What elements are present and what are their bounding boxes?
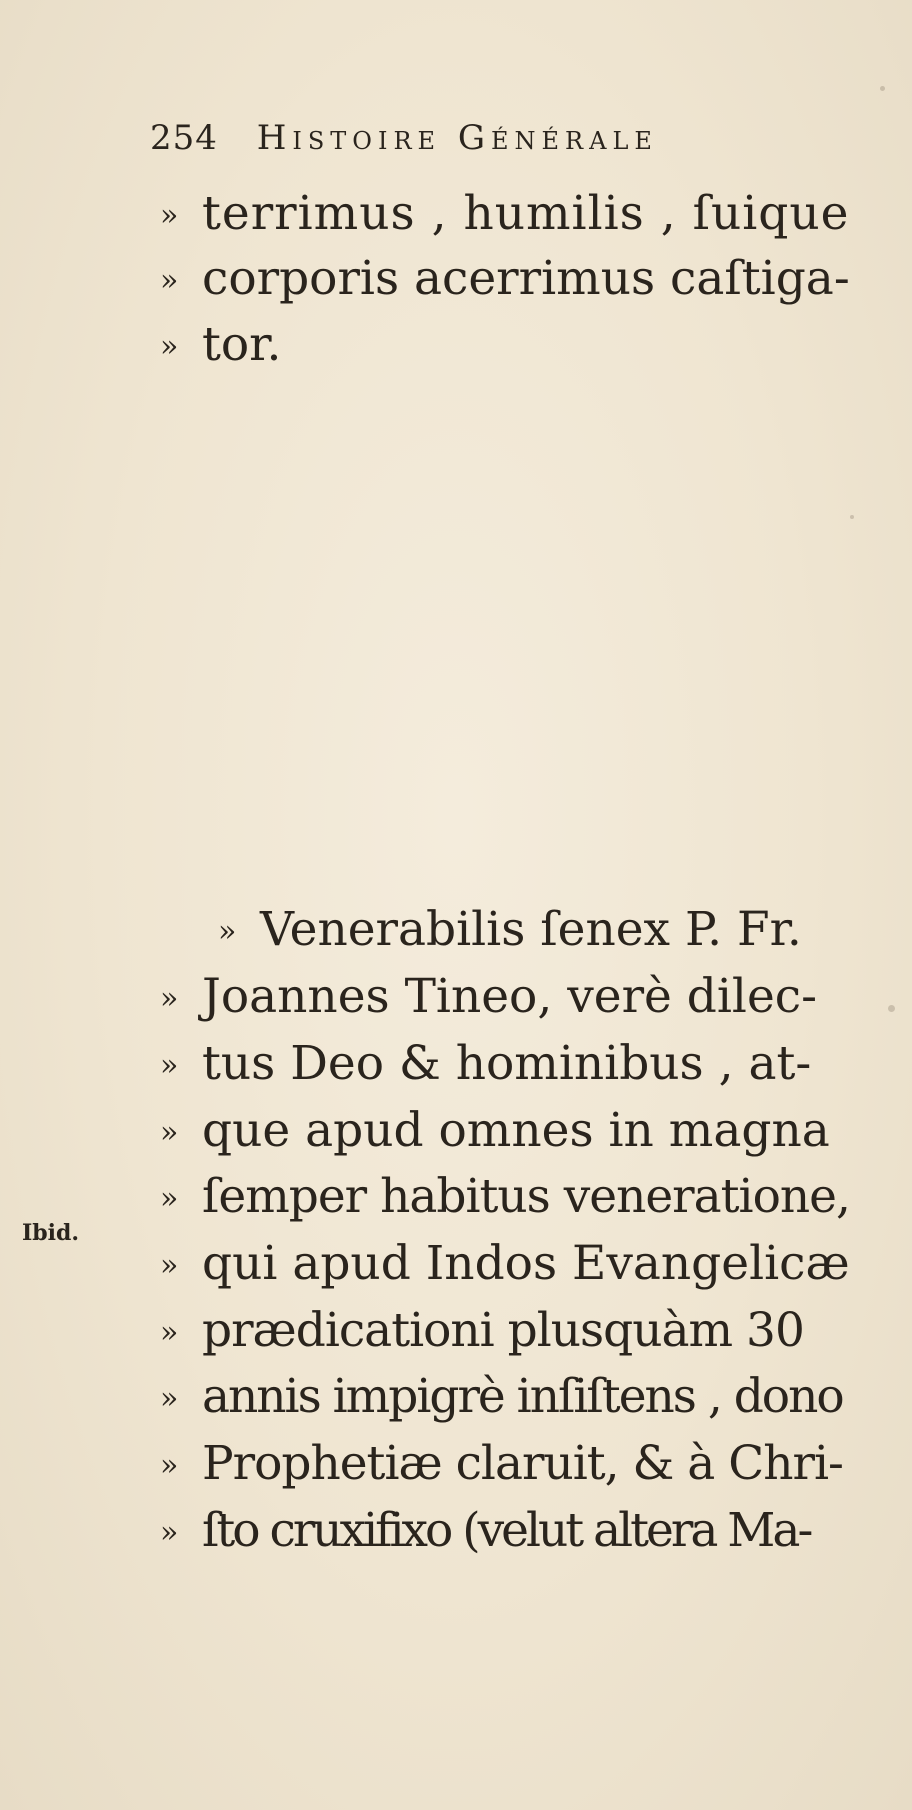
line-text: que apud omnes in magna [202, 1103, 830, 1158]
text-line [160, 969, 817, 1024]
text-line [160, 1103, 830, 1158]
line-text: prædicationi plusquàm 30 [202, 1303, 804, 1358]
margin-note: Ibid. [22, 1220, 80, 1246]
paper-speck [850, 515, 854, 519]
line-text: corporis acerrimus caſtiga- [202, 251, 850, 306]
text-line [160, 1236, 850, 1291]
line-text: Venerabilis ſenex P. Fr. [260, 902, 802, 957]
text-line [160, 1503, 811, 1558]
text-line [160, 1169, 850, 1224]
quote-mark: » [160, 1315, 178, 1350]
quote-mark: » [160, 981, 179, 1016]
line-text: qui apud Indos Evangelicæ [202, 1236, 850, 1291]
quote-mark: » [160, 1181, 178, 1216]
quote-mark: » [160, 1115, 179, 1150]
quote-mark: » [160, 263, 179, 298]
running-title: Histoire Générale [256, 118, 658, 158]
quote-mark: » [160, 1381, 177, 1416]
text-line [160, 1436, 843, 1491]
quote-mark: » [160, 1048, 179, 1083]
line-text: Joannes Tineo, verè dilec- [202, 969, 817, 1024]
paper-speck [888, 1005, 895, 1012]
text-line [218, 902, 802, 957]
line-text: terrimus , humilis , ſuique [202, 186, 850, 241]
text-line [160, 317, 282, 372]
text-line [160, 251, 850, 306]
line-text: annis impigrè inſiſtens , dono [202, 1369, 843, 1424]
text-line [160, 1369, 843, 1424]
line-text: tor. [202, 317, 282, 372]
paper-speck [880, 86, 885, 91]
running-header [150, 118, 850, 158]
quote-mark: » [160, 1515, 176, 1550]
text-line [160, 1036, 812, 1091]
line-text: tus Deo & hominibus , at- [202, 1036, 812, 1091]
line-text: ſemper habitus veneratione, [202, 1169, 850, 1224]
quote-mark: » [160, 1248, 179, 1283]
page-number: 254 [150, 118, 218, 158]
text-line [160, 186, 850, 241]
line-text: ſto cruxifixo (velut altera Ma- [202, 1503, 811, 1558]
quote-mark: » [160, 198, 180, 233]
line-text: Prophetiæ claruit, & à Chri- [202, 1436, 843, 1491]
quote-mark: » [218, 914, 237, 949]
text-line [160, 1303, 804, 1358]
quote-mark: » [160, 1448, 178, 1483]
quote-mark: » [160, 329, 179, 364]
